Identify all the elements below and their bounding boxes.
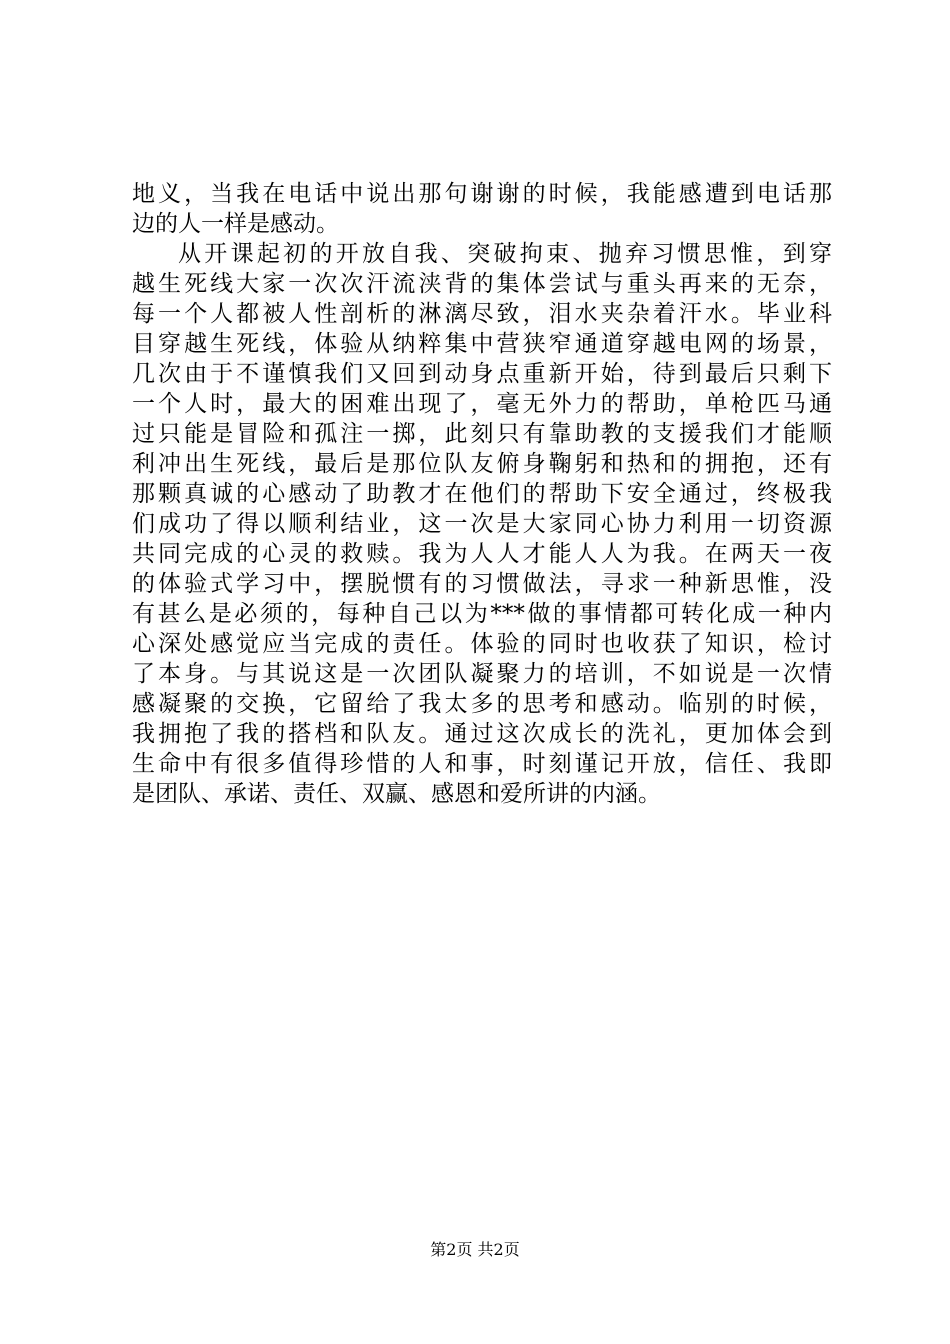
text-line: 目穿越生死线，体验从纳粹集中营狭窄通道穿越电网的场景，: [132, 331, 832, 357]
page-number-footer: 第2页 共2页: [430, 1240, 520, 1259]
text-line: 的体验式学习中，摆脱惯有的习惯做法，寻求一种新思惟，没: [132, 571, 832, 597]
text-line: 生命中有很多值得珍惜的人和事，时刻谨记开放，信任、我即: [132, 751, 832, 777]
text-line: 利冲出生死线，最后是那位队友俯身鞠躬和热和的拥抱，还有: [132, 451, 832, 477]
text-line: 我拥抱了我的搭档和队友。通过这次成长的洗礼，更加体会到: [132, 721, 832, 747]
text-line: 从开课起初的开放自我、突破拘束、抛弃习惯思惟，到穿: [178, 241, 832, 267]
text-line: 边的人一样是感动。: [132, 211, 339, 237]
text-line: 们成功了得以顺利结业，这一次是大家同心协力利用一切资源: [132, 511, 832, 537]
text-line: 共同完成的心灵的救赎。我为人人才能人人为我。在两天一夜: [132, 541, 832, 567]
text-line: 地义，当我在电话中说出那句谢谢的时候，我能感遭到电话那: [132, 181, 832, 207]
text-line: 每一个人都被人性剖析的淋漓尽致，泪水夹杂着汗水。毕业科: [132, 301, 832, 327]
text-line: 心深处感觉应当完成的责任。体验的同时也收获了知识，检讨: [132, 631, 832, 657]
body-text: [132, 179, 832, 809]
text-line: 是团队、承诺、责任、双赢、感恩和爱所讲的内涵。: [132, 781, 661, 807]
text-line: 几次由于不谨慎我们又回到动身点重新开始，待到最后只剩下: [132, 361, 832, 387]
text-line: 一个人时，最大的困难出现了，毫无外力的帮助，单枪匹马通: [132, 391, 832, 417]
text-line: 有甚么是必须的，每种自己以为***做的事情都可转化成一种内: [132, 601, 832, 627]
text-line: 了本身。与其说这是一次团队凝聚力的培训，不如说是一次情: [132, 661, 832, 687]
text-line: 越生死线大家一次次汗流浃背的集体尝试与重头再来的无奈，: [132, 271, 832, 297]
text-line: 过只能是冒险和孤注一掷，此刻只有靠助教的支援我们才能顺: [132, 421, 832, 447]
text-line: 那颗真诚的心感动了助教才在他们的帮助下安全通过，终极我: [132, 481, 832, 507]
text-line: 感凝聚的交换，它留给了我太多的思考和感动。临别的时候，: [132, 691, 832, 717]
